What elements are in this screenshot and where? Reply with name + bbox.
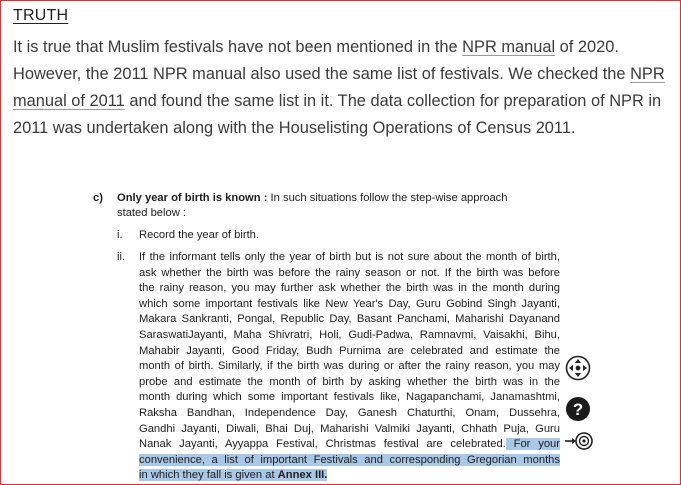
section-heading	[117, 192, 507, 204]
text-span: of 2020. However, the 2011 NPR manual also used the same list of festivals. We checked the	[13, 38, 631, 83]
excerpt-line: the rainy reason, you may further ask whether the birth was in the month during	[139, 282, 560, 295]
npr-manual-2011-link[interactable]: NPR manual of 2011	[13, 65, 665, 110]
annex-reference: Annex III.	[277, 469, 328, 482]
target-icon	[563, 429, 595, 453]
truth-paragraph	[13, 34, 673, 142]
item-ii-paragraph	[139, 250, 560, 484]
highlighted-text: convenience, a list of important Festivals and corresponding Gregorian months	[139, 453, 560, 466]
text-span: It is true that Muslim festivals have not been mentioned in the	[13, 38, 463, 56]
move-icon	[565, 355, 591, 381]
section-label: c)	[93, 192, 103, 204]
excerpt-line: Mahabir Jayanti, Good Friday, Budh Purnima are celebrated and estimate the	[139, 344, 560, 357]
highlighted-text: For your	[505, 438, 560, 451]
manual-excerpt-image	[93, 187, 593, 484]
excerpt-line: SaraswatiJayanti, Maha Shivratri, Holi, Gudi-Padwa, Ramnavmi, Vaisakhi, Bihu,	[139, 328, 560, 341]
excerpt-line	[139, 468, 560, 484]
side-icons	[561, 351, 601, 461]
excerpt-line: probe and estimate the month of birth by asking whether the birth was in the	[139, 375, 560, 388]
item-number: i.	[117, 229, 123, 241]
svg-text:?: ?	[572, 400, 584, 419]
item-number: ii.	[117, 251, 126, 263]
help-icon	[565, 396, 591, 422]
truth-heading: TRUTH	[13, 7, 69, 24]
npr-manual-link[interactable]: NPR manual	[462, 38, 556, 56]
excerpt-line: ask whether the birth was before the rainy season or not. If the birth was before	[139, 266, 560, 279]
excerpt-line: month of birth. Similarly, if the birth was during or after the rainy reason, you may	[139, 360, 560, 373]
excerpt-line: Gandhi Jayanti, Diwali, Bhai Duj, Maharishi Valmiki Jayanti, Chhath Puja, Guru	[139, 422, 560, 435]
item-text: Record the year of birth.	[139, 229, 260, 241]
excerpt-text: Nanak Jayanti, Ayyappa Festival, Christmas festival are celebrated.	[139, 438, 506, 451]
excerpt-line: If the informant tells only the year of birth but is not sure about the month of birth,	[139, 251, 560, 263]
excerpt-line	[139, 437, 560, 453]
excerpt-line: Raksha Bandhan, Independence Day, Ganesh Chaturthi, Onam, Dussehra,	[139, 406, 560, 419]
section-title: Only year of birth is known :	[117, 192, 268, 204]
excerpt-line: which some important festivals like New Year's Day, Guru Gobind Singh Jayanti,	[139, 297, 560, 310]
text-span: and found the same list in it. The data collection for preparation of NPR in 2011 was undertaken along with the Houselisting Operations of Census 2011.	[13, 92, 662, 137]
excerpt-line: month during which some important festivals like, Nagapanchami, Janamashtmi,	[139, 391, 560, 404]
excerpt-line: Makara Sankranti, Pongal, Republic Day, Basant Panchami, Maharishi Dayanand	[139, 313, 560, 326]
section-intro-cont: stated below :	[117, 207, 187, 219]
section-intro: In such situations follow the step-wise approach	[267, 192, 508, 204]
excerpt-line	[139, 453, 560, 469]
highlighted-text: in which they fall is given at	[139, 469, 278, 482]
